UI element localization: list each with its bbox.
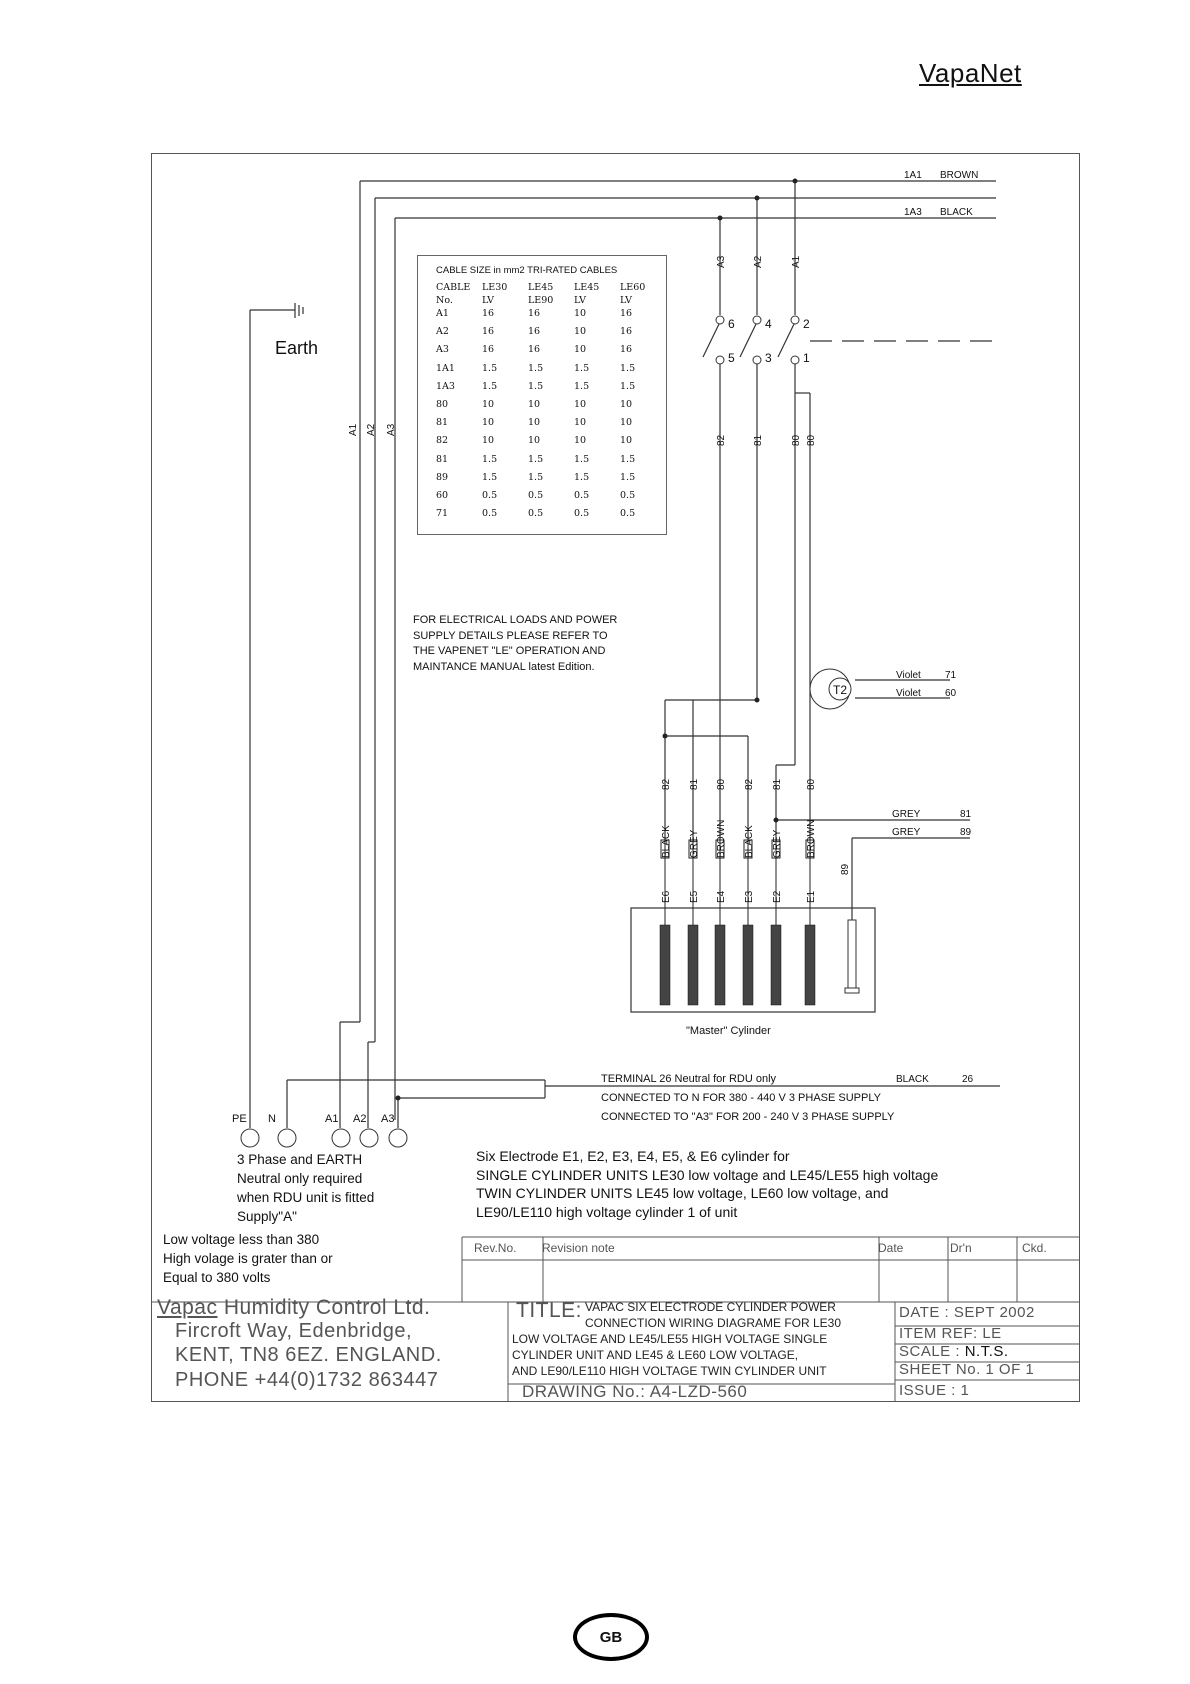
- title-line-1: VAPAC SIX ELECTRODE CYLINDER POWER: [585, 1300, 836, 1314]
- violet-label-2: Violet: [896, 688, 921, 699]
- note-line: Equal to 380 volts: [163, 1270, 271, 1285]
- terminal-2: 2: [803, 317, 810, 331]
- table-row: [436, 344, 666, 362]
- colour-brown-2: BROWN: [806, 819, 817, 858]
- label-a1-top: A1: [791, 255, 802, 268]
- note-line: LE90/LE110 high voltage cylinder 1 of unit: [476, 1203, 738, 1220]
- violet-label-1: Violet: [896, 670, 921, 681]
- phone: PHONE +44(0)1732 863447: [175, 1369, 439, 1391]
- table-cell: 80: [436, 398, 449, 410]
- brand-logo: VapaNet: [919, 58, 1022, 88]
- table-row: [436, 508, 666, 526]
- note-line: High volage is grater than or: [163, 1251, 333, 1266]
- note-line: MAINTANCE MANUAL latest Edition.: [413, 660, 595, 673]
- note-line: when RDU unit is fitted: [237, 1190, 375, 1205]
- electrode-e5: E5: [689, 890, 700, 903]
- note-line: FOR ELECTRICAL LOADS AND POWER: [413, 614, 618, 626]
- terminal-26-label: TERMINAL 26 Neutral for RDU only: [601, 1073, 777, 1085]
- table-cell: 71: [436, 508, 449, 520]
- table-cell: 16: [620, 344, 633, 356]
- a3-bottom: A3: [381, 1113, 395, 1125]
- title-label: TITLE:: [516, 1299, 583, 1322]
- table-cell: 82: [436, 435, 449, 447]
- terminal-3: 3: [765, 351, 772, 365]
- rev-date-header: Date: [878, 1241, 904, 1255]
- note-line: THE VAPENET "LE" OPERATION AND: [413, 645, 606, 657]
- rev-no-header: Rev.No.: [474, 1241, 517, 1255]
- electrode-note: [476, 1147, 938, 1221]
- table-row: [436, 490, 666, 508]
- label-a1-left: A1: [348, 423, 359, 436]
- wire-82-top: 82: [716, 434, 727, 446]
- table-cell: 0.5: [574, 508, 590, 520]
- voltage-note: [163, 1230, 333, 1287]
- table-row: [436, 326, 666, 344]
- electrode-e6: E6: [661, 890, 672, 903]
- table-cell: 10: [620, 417, 633, 429]
- table-row: [436, 435, 666, 453]
- table-row: [436, 417, 666, 435]
- table-cell: 0.5: [528, 508, 544, 520]
- wire-80-top-b: 80: [806, 434, 817, 446]
- header-cell: CABLE: [436, 282, 471, 293]
- colour-brown-1: BROWN: [716, 819, 727, 858]
- table-cell: 10: [482, 417, 495, 429]
- n-label: N: [268, 1113, 276, 1125]
- label-brown: BROWN: [940, 170, 979, 181]
- drawing-date: DATE : SEPT 2002: [899, 1304, 1035, 1321]
- table-row: [436, 399, 666, 417]
- colour-black-2: BLACK: [744, 825, 755, 858]
- earth-label: Earth: [275, 338, 319, 358]
- wire-89-vert: 89: [840, 863, 851, 875]
- terminal-26-black: BLACK: [896, 1074, 929, 1085]
- table-row: [436, 363, 666, 381]
- grey-label-2: GREY: [892, 827, 921, 838]
- header-cell: LV: [482, 295, 495, 306]
- note-line: Low voltage less than 380: [163, 1232, 320, 1247]
- issue-number: ISSUE : 1: [899, 1382, 970, 1399]
- table-cell: 16: [482, 326, 495, 338]
- label-1a1: 1A1: [904, 170, 922, 181]
- table-cell: 10: [574, 344, 587, 356]
- address-line-2: KENT, TN8 6EZ. ENGLAND.: [175, 1344, 442, 1366]
- table-cell: 10: [528, 417, 541, 429]
- colour-grey-2: GREY: [772, 829, 783, 858]
- wire-81-top: 81: [753, 434, 764, 446]
- header-cell: No.: [436, 295, 453, 306]
- drawing-number: DRAWING No.: A4-LZD-560: [522, 1382, 748, 1401]
- title-line-2: CONNECTION WIRING DIAGRAME FOR LE30: [585, 1316, 842, 1330]
- label-a2-left: A2: [366, 423, 377, 436]
- wire-80-b: 80: [806, 778, 817, 790]
- terminal-6: 6: [728, 317, 735, 331]
- wire-80-top-a: 80: [791, 434, 802, 446]
- table-cell: 1.5: [620, 471, 636, 483]
- label-black: BLACK: [940, 207, 973, 218]
- note-line: Neutral only required: [237, 1171, 363, 1186]
- language-badge: GB: [573, 1613, 649, 1661]
- table-cell: 81: [436, 417, 449, 429]
- colour-black-1: BLACK: [661, 825, 672, 858]
- header-cell: LV: [574, 295, 587, 306]
- electrode-e1: E1: [806, 890, 817, 903]
- table-cell: 16: [620, 326, 633, 338]
- note-line: TWIN CYLINDER UNITS LE45 low voltage, LE60 low voltage, and: [476, 1185, 889, 1201]
- table-cell: 1.5: [620, 362, 636, 374]
- table-cell: 0.5: [528, 489, 544, 501]
- table-cell: 1.5: [620, 453, 636, 465]
- table-cell: 1A1: [436, 362, 455, 374]
- electrode-e2: E2: [772, 890, 783, 903]
- wire-82-b: 82: [744, 778, 755, 790]
- grey-label-1: GREY: [892, 809, 921, 820]
- connected-a3-note: CONNECTED TO "A3" FOR 200 - 240 V 3 PHASE SUPPLY: [601, 1111, 895, 1123]
- note-line: SUPPLY DETAILS PLEASE REFER TO: [413, 629, 608, 642]
- table-cell: 1.5: [528, 453, 544, 465]
- table-cell: 0.5: [482, 489, 498, 501]
- cable-table-caption: CABLE SIZE in mm2 TRI-RATED CABLES: [436, 265, 618, 276]
- table-cell: 10: [574, 398, 587, 410]
- electrode-e4: E4: [716, 890, 727, 903]
- company-name-rest: Humidity Control Ltd.: [217, 1296, 431, 1319]
- header-cell: LE90: [528, 295, 554, 306]
- header-cell: LE60: [620, 282, 646, 293]
- table-cell: 1.5: [528, 380, 544, 392]
- note-line: SINGLE CYLINDER UNITS LE30 low voltage and LE45/LE55 high voltage: [476, 1166, 939, 1183]
- loads-note: [413, 613, 617, 675]
- table-cell: 10: [574, 326, 587, 338]
- table-cell: 1.5: [482, 453, 498, 465]
- electrode-rods: [660, 840, 859, 1005]
- table-cell: 1.5: [482, 471, 498, 483]
- header-cell: LE45: [528, 282, 554, 293]
- master-cylinder-label: "Master" Cylinder: [686, 1025, 771, 1037]
- t2-label: T2: [833, 683, 848, 697]
- pe-label: PE: [232, 1113, 247, 1125]
- table-cell: 10: [482, 435, 495, 447]
- table-cell: 0.5: [620, 489, 636, 501]
- table-cell: 0.5: [574, 489, 590, 501]
- a1-bottom: A1: [325, 1113, 339, 1125]
- table-cell: 1.5: [574, 362, 590, 374]
- violet-71: 71: [945, 670, 957, 681]
- terminal-5: 5: [728, 351, 735, 365]
- wire-81-a: 81: [689, 778, 700, 790]
- table-cell: 0.5: [620, 508, 636, 520]
- scale-label: SCALE :: [899, 1343, 965, 1360]
- scale-value: N.T.S.: [964, 1343, 1009, 1360]
- note-line: Six Electrode E1, E2, E3, E4, E5, & E6 cylinder for: [476, 1148, 790, 1164]
- electrode-e3: E3: [744, 890, 755, 903]
- table-row: [436, 381, 666, 399]
- table-cell: 10: [574, 435, 587, 447]
- violet-60: 60: [945, 688, 957, 699]
- cable-size-table: [417, 255, 667, 535]
- table-cell: 1.5: [528, 362, 544, 374]
- table-cell: 10: [528, 398, 541, 410]
- table-header-row: [436, 282, 666, 295]
- scale: [899, 1343, 1009, 1360]
- table-row: [436, 308, 666, 326]
- header-cell: LE30: [482, 282, 508, 293]
- terminal-26-number: 26: [962, 1074, 974, 1085]
- table-cell: A2: [436, 326, 449, 338]
- table-cell: 60: [436, 489, 449, 501]
- title-line-5: AND LE90/LE110 HIGH VOLTAGE TWIN CYLINDER UNIT: [512, 1364, 827, 1378]
- sheet-number: SHEET No. 1 OF 1: [899, 1361, 1035, 1378]
- table-row: [436, 472, 666, 490]
- label-a2-top: A2: [753, 255, 764, 268]
- rev-drn-header: Dr'n: [950, 1241, 972, 1255]
- table-cell: 1.5: [482, 362, 498, 374]
- rev-note-header: Revision note: [542, 1241, 615, 1255]
- colour-grey-1: GREY: [689, 829, 700, 858]
- table-cell: 16: [482, 344, 495, 356]
- table-cell: 1.5: [528, 471, 544, 483]
- connected-n-note: CONNECTED TO N FOR 380 - 440 V 3 PHASE SUPPLY: [601, 1092, 881, 1104]
- note-line: Supply"A": [237, 1209, 297, 1224]
- label-a3-left: A3: [386, 423, 397, 436]
- table-cell: 89: [436, 471, 449, 483]
- item-ref: ITEM REF: LE: [899, 1325, 1002, 1342]
- table-cell: 1.5: [574, 471, 590, 483]
- table-cell: 16: [528, 308, 541, 319]
- address-line-1: Fircroft Way, Edenbridge,: [175, 1320, 413, 1342]
- table-cell: 10: [482, 398, 495, 410]
- wire-81-b: 81: [772, 778, 783, 790]
- table-cell: 1.5: [482, 380, 498, 392]
- table-cell: 1.5: [574, 453, 590, 465]
- phase-note: [237, 1150, 374, 1226]
- table-cell: 1.5: [574, 380, 590, 392]
- company-logo-text: Vapac: [157, 1296, 218, 1319]
- title-line-4: CYLINDER UNIT AND LE45 & LE60 LOW VOLTAGE,: [512, 1348, 799, 1362]
- label-1a3: 1A3: [904, 207, 922, 218]
- table-cell: 16: [528, 326, 541, 338]
- terminal-4: 4: [765, 317, 772, 331]
- a2-bottom: A2: [353, 1113, 367, 1125]
- header-cell: LV: [620, 295, 633, 306]
- table-cell: 10: [620, 435, 633, 447]
- table-cell: 16: [620, 308, 633, 319]
- company-name: [157, 1296, 430, 1320]
- note-line: 3 Phase and EARTH: [237, 1152, 363, 1167]
- table-cell: 10: [620, 398, 633, 410]
- table-cell: 1.5: [620, 380, 636, 392]
- table-cell: 10: [528, 435, 541, 447]
- wire-82-a: 82: [661, 778, 672, 790]
- table-header-row: [436, 295, 666, 308]
- rev-ckd-header: Ckd.: [1022, 1241, 1047, 1255]
- table-cell: 10: [574, 308, 587, 319]
- table-cell: 1A3: [436, 380, 455, 392]
- label-a3-top: A3: [716, 255, 727, 268]
- table-cell: 16: [482, 308, 495, 319]
- table-cell: 81: [436, 453, 449, 465]
- header-cell: LE45: [574, 282, 600, 293]
- table-cell: 16: [528, 344, 541, 356]
- wire-80-a: 80: [716, 778, 727, 790]
- terminal-1: 1: [803, 351, 810, 365]
- table-cell: A1: [436, 308, 449, 319]
- table-cell: A3: [436, 344, 449, 356]
- grey-81: 81: [960, 809, 972, 820]
- table-row: [436, 454, 666, 472]
- grey-89: 89: [960, 827, 972, 838]
- title-line-3: LOW VOLTAGE AND LE45/LE55 HIGH VOLTAGE SINGLE: [512, 1332, 828, 1346]
- table-cell: 0.5: [482, 508, 498, 520]
- table-cell: 10: [574, 417, 587, 429]
